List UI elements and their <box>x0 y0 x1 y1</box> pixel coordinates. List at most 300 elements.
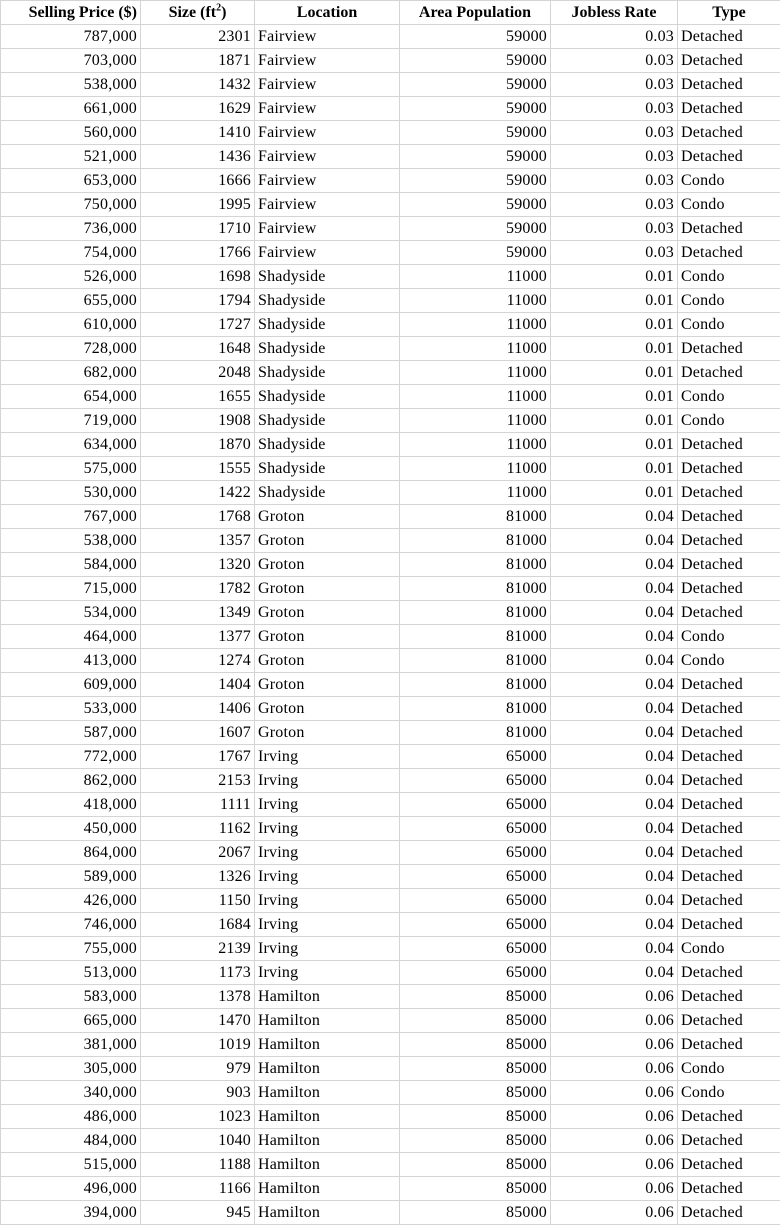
cell-jobless-rate[interactable]: 0.04 <box>551 913 678 937</box>
cell-type[interactable]: Detached <box>678 337 780 361</box>
cell-size[interactable]: 2153 <box>141 769 255 793</box>
cell-type[interactable]: Condo <box>678 625 780 649</box>
cell-location[interactable]: Hamilton <box>255 985 400 1009</box>
cell-jobless-rate[interactable]: 0.04 <box>551 577 678 601</box>
cell-location[interactable]: Groton <box>255 625 400 649</box>
cell-location[interactable]: Groton <box>255 505 400 529</box>
cell-jobless-rate[interactable]: 0.01 <box>551 313 678 337</box>
cell-area-population[interactable]: 65000 <box>400 865 551 889</box>
cell-size[interactable]: 1406 <box>141 697 255 721</box>
cell-jobless-rate[interactable]: 0.03 <box>551 169 678 193</box>
cell-type[interactable]: Condo <box>678 265 780 289</box>
cell-jobless-rate[interactable]: 0.01 <box>551 337 678 361</box>
cell-location[interactable]: Groton <box>255 697 400 721</box>
cell-location[interactable]: Shadyside <box>255 265 400 289</box>
cell-size[interactable]: 1629 <box>141 97 255 121</box>
cell-size[interactable]: 1436 <box>141 145 255 169</box>
cell-area-population[interactable]: 81000 <box>400 673 551 697</box>
cell-location[interactable]: Fairview <box>255 145 400 169</box>
cell-area-population[interactable]: 65000 <box>400 937 551 961</box>
cell-selling-price[interactable]: 526,000 <box>1 265 141 289</box>
cell-selling-price[interactable]: 589,000 <box>1 865 141 889</box>
cell-area-population[interactable]: 11000 <box>400 409 551 433</box>
cell-selling-price[interactable]: 587,000 <box>1 721 141 745</box>
cell-jobless-rate[interactable]: 0.04 <box>551 505 678 529</box>
cell-area-population[interactable]: 85000 <box>400 1033 551 1057</box>
cell-area-population[interactable]: 65000 <box>400 745 551 769</box>
cell-location[interactable]: Irving <box>255 841 400 865</box>
cell-jobless-rate[interactable]: 0.04 <box>551 553 678 577</box>
cell-selling-price[interactable]: 533,000 <box>1 697 141 721</box>
cell-location[interactable]: Groton <box>255 649 400 673</box>
cell-selling-price[interactable]: 728,000 <box>1 337 141 361</box>
cell-jobless-rate[interactable]: 0.04 <box>551 745 678 769</box>
cell-type[interactable]: Detached <box>678 73 780 97</box>
cell-area-population[interactable]: 81000 <box>400 601 551 625</box>
cell-area-population[interactable]: 11000 <box>400 433 551 457</box>
cell-size[interactable]: 1023 <box>141 1105 255 1129</box>
cell-location[interactable]: Hamilton <box>255 1153 400 1177</box>
cell-type[interactable]: Condo <box>678 937 780 961</box>
cell-jobless-rate[interactable]: 0.04 <box>551 769 678 793</box>
cell-selling-price[interactable]: 530,000 <box>1 481 141 505</box>
header-type[interactable]: Type <box>678 1 780 25</box>
cell-type[interactable]: Detached <box>678 745 780 769</box>
cell-type[interactable]: Detached <box>678 889 780 913</box>
cell-jobless-rate[interactable]: 0.06 <box>551 1105 678 1129</box>
cell-selling-price[interactable]: 484,000 <box>1 1129 141 1153</box>
cell-area-population[interactable]: 85000 <box>400 1057 551 1081</box>
cell-location[interactable]: Hamilton <box>255 1057 400 1081</box>
cell-selling-price[interactable]: 418,000 <box>1 793 141 817</box>
cell-area-population[interactable]: 81000 <box>400 505 551 529</box>
cell-type[interactable]: Detached <box>678 529 780 553</box>
cell-area-population[interactable]: 11000 <box>400 385 551 409</box>
cell-jobless-rate[interactable]: 0.04 <box>551 529 678 553</box>
cell-location[interactable]: Hamilton <box>255 1129 400 1153</box>
cell-selling-price[interactable]: 864,000 <box>1 841 141 865</box>
cell-jobless-rate[interactable]: 0.04 <box>551 841 678 865</box>
cell-type[interactable]: Detached <box>678 49 780 73</box>
cell-location[interactable]: Hamilton <box>255 1081 400 1105</box>
cell-location[interactable]: Groton <box>255 529 400 553</box>
cell-jobless-rate[interactable]: 0.03 <box>551 193 678 217</box>
cell-jobless-rate[interactable]: 0.03 <box>551 49 678 73</box>
cell-type[interactable]: Detached <box>678 985 780 1009</box>
cell-size[interactable]: 1727 <box>141 313 255 337</box>
cell-type[interactable]: Detached <box>678 1129 780 1153</box>
cell-type[interactable]: Detached <box>678 217 780 241</box>
cell-jobless-rate[interactable]: 0.04 <box>551 673 678 697</box>
cell-jobless-rate[interactable]: 0.01 <box>551 289 678 313</box>
cell-type[interactable]: Detached <box>678 457 780 481</box>
cell-jobless-rate[interactable]: 0.06 <box>551 1177 678 1201</box>
cell-type[interactable]: Detached <box>678 721 780 745</box>
cell-jobless-rate[interactable]: 0.03 <box>551 217 678 241</box>
cell-location[interactable]: Fairview <box>255 49 400 73</box>
cell-selling-price[interactable]: 610,000 <box>1 313 141 337</box>
cell-location[interactable]: Fairview <box>255 217 400 241</box>
cell-size[interactable]: 2048 <box>141 361 255 385</box>
cell-selling-price[interactable]: 426,000 <box>1 889 141 913</box>
cell-type[interactable]: Condo <box>678 409 780 433</box>
cell-selling-price[interactable]: 513,000 <box>1 961 141 985</box>
cell-selling-price[interactable]: 305,000 <box>1 1057 141 1081</box>
cell-jobless-rate[interactable]: 0.04 <box>551 817 678 841</box>
cell-selling-price[interactable]: 665,000 <box>1 1009 141 1033</box>
cell-size[interactable]: 903 <box>141 1081 255 1105</box>
cell-location[interactable]: Groton <box>255 553 400 577</box>
cell-size[interactable]: 1870 <box>141 433 255 457</box>
cell-area-population[interactable]: 59000 <box>400 193 551 217</box>
header-area-population[interactable]: Area Population <box>400 1 551 25</box>
cell-jobless-rate[interactable]: 0.04 <box>551 697 678 721</box>
cell-size[interactable]: 1111 <box>141 793 255 817</box>
cell-jobless-rate[interactable]: 0.04 <box>551 721 678 745</box>
cell-size[interactable]: 1173 <box>141 961 255 985</box>
cell-type[interactable]: Detached <box>678 481 780 505</box>
cell-size[interactable]: 1908 <box>141 409 255 433</box>
cell-selling-price[interactable]: 755,000 <box>1 937 141 961</box>
cell-area-population[interactable]: 59000 <box>400 97 551 121</box>
cell-area-population[interactable]: 65000 <box>400 841 551 865</box>
cell-size[interactable]: 1410 <box>141 121 255 145</box>
cell-area-population[interactable]: 65000 <box>400 913 551 937</box>
cell-selling-price[interactable]: 515,000 <box>1 1153 141 1177</box>
cell-size[interactable]: 945 <box>141 1201 255 1225</box>
cell-size[interactable]: 2301 <box>141 25 255 49</box>
cell-type[interactable]: Detached <box>678 961 780 985</box>
cell-jobless-rate[interactable]: 0.06 <box>551 1057 678 1081</box>
cell-selling-price[interactable]: 450,000 <box>1 817 141 841</box>
cell-area-population[interactable]: 81000 <box>400 529 551 553</box>
cell-selling-price[interactable]: 464,000 <box>1 625 141 649</box>
cell-jobless-rate[interactable]: 0.04 <box>551 961 678 985</box>
cell-size[interactable]: 1782 <box>141 577 255 601</box>
cell-location[interactable]: Irving <box>255 769 400 793</box>
cell-size[interactable]: 1188 <box>141 1153 255 1177</box>
header-selling-price[interactable]: Selling Price ($) <box>1 1 141 25</box>
cell-type[interactable]: Condo <box>678 313 780 337</box>
cell-jobless-rate[interactable]: 0.04 <box>551 601 678 625</box>
cell-area-population[interactable]: 81000 <box>400 721 551 745</box>
cell-selling-price[interactable]: 413,000 <box>1 649 141 673</box>
cell-jobless-rate[interactable]: 0.03 <box>551 73 678 97</box>
cell-location[interactable]: Fairview <box>255 121 400 145</box>
cell-type[interactable]: Detached <box>678 673 780 697</box>
cell-area-population[interactable]: 11000 <box>400 313 551 337</box>
cell-area-population[interactable]: 59000 <box>400 121 551 145</box>
cell-location[interactable]: Fairview <box>255 169 400 193</box>
cell-area-population[interactable]: 11000 <box>400 337 551 361</box>
header-size[interactable] <box>141 1 255 25</box>
cell-selling-price[interactable]: 682,000 <box>1 361 141 385</box>
cell-jobless-rate[interactable]: 0.01 <box>551 409 678 433</box>
cell-area-population[interactable]: 85000 <box>400 1105 551 1129</box>
cell-jobless-rate[interactable]: 0.04 <box>551 793 678 817</box>
cell-size[interactable]: 979 <box>141 1057 255 1081</box>
cell-area-population[interactable]: 65000 <box>400 961 551 985</box>
cell-type[interactable]: Detached <box>678 769 780 793</box>
cell-size[interactable]: 1555 <box>141 457 255 481</box>
cell-size[interactable]: 1766 <box>141 241 255 265</box>
cell-type[interactable]: Condo <box>678 289 780 313</box>
cell-jobless-rate[interactable]: 0.06 <box>551 1129 678 1153</box>
cell-location[interactable]: Shadyside <box>255 361 400 385</box>
cell-jobless-rate[interactable]: 0.06 <box>551 985 678 1009</box>
cell-selling-price[interactable]: 560,000 <box>1 121 141 145</box>
cell-type[interactable]: Detached <box>678 817 780 841</box>
cell-area-population[interactable]: 59000 <box>400 241 551 265</box>
cell-location[interactable]: Irving <box>255 937 400 961</box>
cell-location[interactable]: Groton <box>255 721 400 745</box>
cell-selling-price[interactable]: 754,000 <box>1 241 141 265</box>
cell-location[interactable]: Shadyside <box>255 313 400 337</box>
cell-location[interactable]: Irving <box>255 961 400 985</box>
cell-size[interactable]: 1767 <box>141 745 255 769</box>
cell-area-population[interactable]: 65000 <box>400 793 551 817</box>
cell-area-population[interactable]: 65000 <box>400 889 551 913</box>
cell-jobless-rate[interactable]: 0.03 <box>551 25 678 49</box>
cell-area-population[interactable]: 81000 <box>400 697 551 721</box>
cell-type[interactable]: Detached <box>678 433 780 457</box>
cell-location[interactable]: Shadyside <box>255 289 400 313</box>
cell-area-population[interactable]: 11000 <box>400 481 551 505</box>
cell-size[interactable]: 1274 <box>141 649 255 673</box>
cell-location[interactable]: Fairview <box>255 241 400 265</box>
cell-area-population[interactable]: 85000 <box>400 1153 551 1177</box>
cell-area-population[interactable]: 81000 <box>400 649 551 673</box>
cell-type[interactable]: Detached <box>678 697 780 721</box>
cell-type[interactable]: Detached <box>678 577 780 601</box>
cell-selling-price[interactable]: 746,000 <box>1 913 141 937</box>
cell-area-population[interactable]: 85000 <box>400 1009 551 1033</box>
cell-location[interactable]: Shadyside <box>255 457 400 481</box>
cell-location[interactable]: Hamilton <box>255 1201 400 1225</box>
cell-selling-price[interactable]: 394,000 <box>1 1201 141 1225</box>
cell-type[interactable]: Detached <box>678 865 780 889</box>
cell-jobless-rate[interactable]: 0.03 <box>551 145 678 169</box>
cell-location[interactable]: Shadyside <box>255 433 400 457</box>
cell-size[interactable]: 1150 <box>141 889 255 913</box>
cell-size[interactable]: 1378 <box>141 985 255 1009</box>
cell-selling-price[interactable]: 703,000 <box>1 49 141 73</box>
cell-type[interactable]: Detached <box>678 1009 780 1033</box>
cell-size[interactable]: 2067 <box>141 841 255 865</box>
cell-location[interactable]: Irving <box>255 913 400 937</box>
cell-location[interactable]: Fairview <box>255 97 400 121</box>
cell-location[interactable]: Irving <box>255 817 400 841</box>
cell-size[interactable]: 1768 <box>141 505 255 529</box>
cell-location[interactable]: Irving <box>255 745 400 769</box>
cell-area-population[interactable]: 59000 <box>400 145 551 169</box>
cell-size[interactable]: 1655 <box>141 385 255 409</box>
cell-selling-price[interactable]: 381,000 <box>1 1033 141 1057</box>
cell-size[interactable]: 1607 <box>141 721 255 745</box>
cell-type[interactable]: Detached <box>678 601 780 625</box>
cell-area-population[interactable]: 85000 <box>400 985 551 1009</box>
cell-type[interactable]: Condo <box>678 649 780 673</box>
cell-jobless-rate[interactable]: 0.04 <box>551 889 678 913</box>
cell-location[interactable]: Fairview <box>255 25 400 49</box>
cell-jobless-rate[interactable]: 0.01 <box>551 457 678 481</box>
cell-type[interactable]: Detached <box>678 1033 780 1057</box>
cell-jobless-rate[interactable]: 0.04 <box>551 937 678 961</box>
cell-size[interactable]: 1166 <box>141 1177 255 1201</box>
cell-location[interactable]: Hamilton <box>255 1033 400 1057</box>
cell-location[interactable]: Shadyside <box>255 409 400 433</box>
cell-type[interactable]: Detached <box>678 793 780 817</box>
cell-selling-price[interactable]: 655,000 <box>1 289 141 313</box>
cell-size[interactable]: 1432 <box>141 73 255 97</box>
cell-selling-price[interactable]: 521,000 <box>1 145 141 169</box>
cell-location[interactable]: Shadyside <box>255 337 400 361</box>
cell-location[interactable]: Hamilton <box>255 1177 400 1201</box>
cell-selling-price[interactable]: 534,000 <box>1 601 141 625</box>
cell-jobless-rate[interactable]: 0.06 <box>551 1201 678 1225</box>
cell-type[interactable]: Detached <box>678 841 780 865</box>
cell-type[interactable]: Detached <box>678 145 780 169</box>
cell-jobless-rate[interactable]: 0.06 <box>551 1033 678 1057</box>
cell-location[interactable]: Irving <box>255 889 400 913</box>
cell-size[interactable]: 1019 <box>141 1033 255 1057</box>
cell-selling-price[interactable]: 653,000 <box>1 169 141 193</box>
cell-selling-price[interactable]: 787,000 <box>1 25 141 49</box>
cell-area-population[interactable]: 11000 <box>400 289 551 313</box>
cell-jobless-rate[interactable]: 0.01 <box>551 385 678 409</box>
cell-selling-price[interactable]: 772,000 <box>1 745 141 769</box>
cell-size[interactable]: 1648 <box>141 337 255 361</box>
header-location[interactable]: Location <box>255 1 400 25</box>
cell-size[interactable]: 1326 <box>141 865 255 889</box>
cell-area-population[interactable]: 59000 <box>400 73 551 97</box>
cell-selling-price[interactable]: 583,000 <box>1 985 141 1009</box>
cell-type[interactable]: Detached <box>678 505 780 529</box>
cell-jobless-rate[interactable]: 0.04 <box>551 625 678 649</box>
cell-area-population[interactable]: 85000 <box>400 1177 551 1201</box>
cell-size[interactable]: 1666 <box>141 169 255 193</box>
cell-size[interactable]: 1684 <box>141 913 255 937</box>
cell-area-population[interactable]: 85000 <box>400 1081 551 1105</box>
cell-size[interactable]: 1794 <box>141 289 255 313</box>
cell-type[interactable]: Detached <box>678 241 780 265</box>
cell-jobless-rate[interactable]: 0.04 <box>551 649 678 673</box>
cell-type[interactable]: Detached <box>678 121 780 145</box>
cell-location[interactable]: Shadyside <box>255 481 400 505</box>
cell-area-population[interactable]: 81000 <box>400 625 551 649</box>
cell-location[interactable]: Irving <box>255 865 400 889</box>
cell-size[interactable]: 1357 <box>141 529 255 553</box>
cell-selling-price[interactable]: 862,000 <box>1 769 141 793</box>
cell-selling-price[interactable]: 538,000 <box>1 529 141 553</box>
cell-size[interactable]: 1710 <box>141 217 255 241</box>
cell-size[interactable]: 2139 <box>141 937 255 961</box>
cell-jobless-rate[interactable]: 0.03 <box>551 121 678 145</box>
cell-selling-price[interactable]: 661,000 <box>1 97 141 121</box>
cell-jobless-rate[interactable]: 0.01 <box>551 481 678 505</box>
cell-selling-price[interactable]: 654,000 <box>1 385 141 409</box>
cell-jobless-rate[interactable]: 0.01 <box>551 433 678 457</box>
cell-type[interactable]: Detached <box>678 25 780 49</box>
cell-area-population[interactable]: 59000 <box>400 49 551 73</box>
cell-size[interactable]: 1377 <box>141 625 255 649</box>
cell-area-population[interactable]: 85000 <box>400 1201 551 1225</box>
cell-selling-price[interactable]: 767,000 <box>1 505 141 529</box>
cell-size[interactable]: 1320 <box>141 553 255 577</box>
cell-selling-price[interactable]: 486,000 <box>1 1105 141 1129</box>
cell-size[interactable]: 1349 <box>141 601 255 625</box>
cell-selling-price[interactable]: 340,000 <box>1 1081 141 1105</box>
cell-type[interactable]: Detached <box>678 1153 780 1177</box>
cell-jobless-rate[interactable]: 0.03 <box>551 241 678 265</box>
cell-type[interactable]: Condo <box>678 169 780 193</box>
cell-type[interactable]: Condo <box>678 1081 780 1105</box>
cell-location[interactable]: Hamilton <box>255 1009 400 1033</box>
cell-selling-price[interactable]: 609,000 <box>1 673 141 697</box>
cell-selling-price[interactable]: 634,000 <box>1 433 141 457</box>
cell-area-population[interactable]: 59000 <box>400 217 551 241</box>
cell-location[interactable]: Groton <box>255 577 400 601</box>
cell-selling-price[interactable]: 538,000 <box>1 73 141 97</box>
cell-location[interactable]: Groton <box>255 673 400 697</box>
cell-location[interactable]: Fairview <box>255 73 400 97</box>
cell-location[interactable]: Groton <box>255 601 400 625</box>
cell-location[interactable]: Hamilton <box>255 1105 400 1129</box>
cell-area-population[interactable]: 59000 <box>400 25 551 49</box>
cell-type[interactable]: Detached <box>678 913 780 937</box>
cell-area-population[interactable]: 65000 <box>400 769 551 793</box>
cell-type[interactable]: Detached <box>678 1177 780 1201</box>
cell-jobless-rate[interactable]: 0.06 <box>551 1153 678 1177</box>
cell-location[interactable]: Shadyside <box>255 385 400 409</box>
cell-type[interactable]: Detached <box>678 97 780 121</box>
cell-size[interactable]: 1698 <box>141 265 255 289</box>
cell-type[interactable]: Detached <box>678 553 780 577</box>
cell-area-population[interactable]: 11000 <box>400 457 551 481</box>
cell-type[interactable]: Condo <box>678 385 780 409</box>
cell-location[interactable]: Fairview <box>255 193 400 217</box>
cell-jobless-rate[interactable]: 0.03 <box>551 97 678 121</box>
cell-area-population[interactable]: 11000 <box>400 361 551 385</box>
cell-size[interactable]: 1871 <box>141 49 255 73</box>
cell-selling-price[interactable]: 715,000 <box>1 577 141 601</box>
cell-size[interactable]: 1995 <box>141 193 255 217</box>
cell-selling-price[interactable]: 750,000 <box>1 193 141 217</box>
cell-area-population[interactable]: 85000 <box>400 1129 551 1153</box>
cell-size[interactable]: 1040 <box>141 1129 255 1153</box>
cell-type[interactable]: Condo <box>678 193 780 217</box>
cell-area-population[interactable]: 65000 <box>400 817 551 841</box>
cell-area-population[interactable]: 81000 <box>400 577 551 601</box>
cell-size[interactable]: 1404 <box>141 673 255 697</box>
cell-type[interactable]: Condo <box>678 1057 780 1081</box>
cell-type[interactable]: Detached <box>678 1201 780 1225</box>
cell-jobless-rate[interactable]: 0.04 <box>551 865 678 889</box>
cell-jobless-rate[interactable]: 0.06 <box>551 1081 678 1105</box>
cell-selling-price[interactable]: 736,000 <box>1 217 141 241</box>
cell-selling-price[interactable]: 584,000 <box>1 553 141 577</box>
cell-area-population[interactable]: 59000 <box>400 169 551 193</box>
cell-selling-price[interactable]: 575,000 <box>1 457 141 481</box>
cell-location[interactable]: Irving <box>255 793 400 817</box>
cell-type[interactable]: Detached <box>678 1105 780 1129</box>
cell-jobless-rate[interactable]: 0.01 <box>551 361 678 385</box>
cell-size[interactable]: 1422 <box>141 481 255 505</box>
cell-size[interactable]: 1162 <box>141 817 255 841</box>
cell-area-population[interactable]: 11000 <box>400 265 551 289</box>
cell-size[interactable]: 1470 <box>141 1009 255 1033</box>
cell-jobless-rate[interactable]: 0.06 <box>551 1009 678 1033</box>
